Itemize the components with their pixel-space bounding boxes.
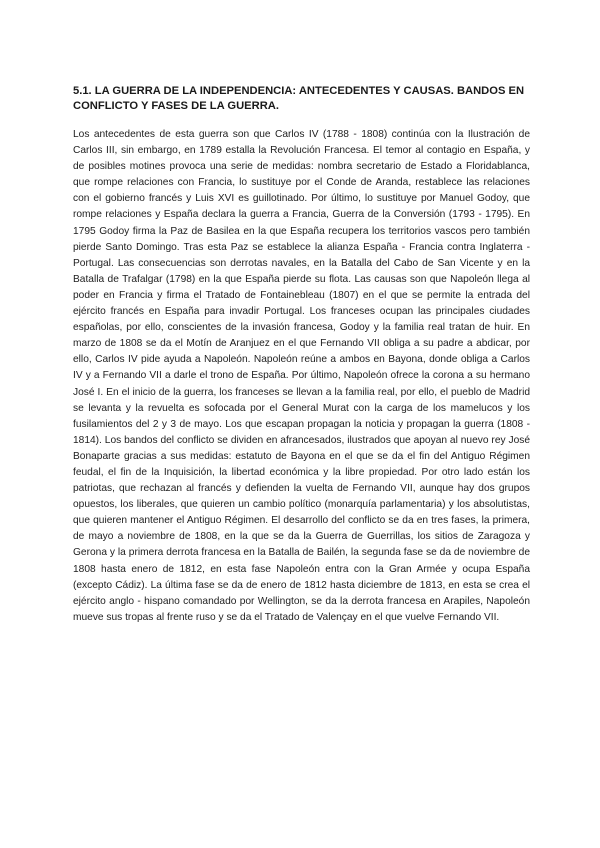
section-heading: 5.1. LA GUERRA DE LA INDEPENDENCIA: ANTECEDENTES Y CAUSAS. BANDOS EN CONFLICTO Y FASES DE LA GUERRA. bbox=[73, 85, 525, 112]
body-paragraph: Los antecedentes de esta guerra son que Carlos IV (1788 - 1808) continúa con la Ilustración de Carlos III, sin embargo, en 1789 estalla la Revolución Francesa. El temor al contagio en España, y de posibles motines provoca una serie de medidas: nombra secretario de Estado a Floridablanca, que rompe relaciones con Francia, lo sustituye por el Conde de Aranda, restablece las relaciones con el gobierno francés y Luis XVI es guillotinado. Por último, lo sustituye por Manuel Godoy, que rompe relaciones y España declara la guerra a Francia, Guerra de la Conversión (1793 - 1795). En 1795 Godoy firma la Paz de Basilea en la que España recupera los territorios vascos pero también pierde Santo Domingo. Tras esta Paz se establece la alianza España - Francia contra Inglaterra - Portugal. Las consecuencias son derrotas navales, en la Batalla del Cabo de San Vicente y en la Batalla de Trafalgar (1798) en la que España pierde su flota. Las causas son que Napoleón llega al poder en Francia y firma el Tratado de Fontainebleau (1807) en el que se permite la entrada del ejército francés en España para invadir Portugal. Los franceses ocupan las principales ciudades españolas, por ello, conscientes de la invasión francesa, Godoy y la familia real tratan de huir. En marzo de 1808 se da el Motín de Aranjuez en el que Fernando VII obliga a su padre a abdicar, por ello, Carlos IV pide ayuda a Napoleón. Napoleón reúne a ambos en Bayona, donde obliga a Carlos IV y a Fernando VII a darle el trono de España. Por último, Napoleón ofrece la corona a su hermano José I. En el inicio de la guerra, los franceses se llevan a la familia real, por ello, el pueblo de Madrid se levanta y la revuelta es sofocada por el General Murat con la carga de los mamelucos y los fusilamientos del 2 y 3 de mayo. Los que escapan propagan la noticia y propagan la guerra (1808 - 1814). Los bandos del conflicto se dividen en afrancesados, ilustrados que apoyan al nuevo rey José Bonaparte gracias a sus medidas: estatuto de Bayona en el que se da el fin del Antiguo Régimen feudal, el fin de la Inquisición, la libertad económica y la libre propiedad. Por otro lado están los patriotas, que rechazan al francés y defienden la vuelta de Fernando VII, aunque hay dos grupos opuestos, los liberales, que quieren un cambio político (monarquía parlamentaria) y los absolutistas, que quieren mantener el Antiguo Régimen. El desarrollo del conflicto se da en tres fases, la primera, de mayo a noviembre de 1808, en la que se da la Guerra de Guerrillas, los sitios de Zaragoza y Gerona y la primera derrota francesa en la Batalla de Bailén, la segunda fase se da de noviembre de 1808 hasta enero de 1812, en esta fase Napoleón entra con la Gran Armée y ocupa España (excepto Cádiz). La última fase se da de enero de 1812 hasta diciembre de 1813, en esta se crea el ejército anglo - hispano comandado por Wellington, se da la derrota francesa en Arapiles, Napoleón mueve sus tropas al frente ruso y se da el Tratado de Valençay en el que vuelve Fernando VII. bbox=[73, 129, 530, 623]
